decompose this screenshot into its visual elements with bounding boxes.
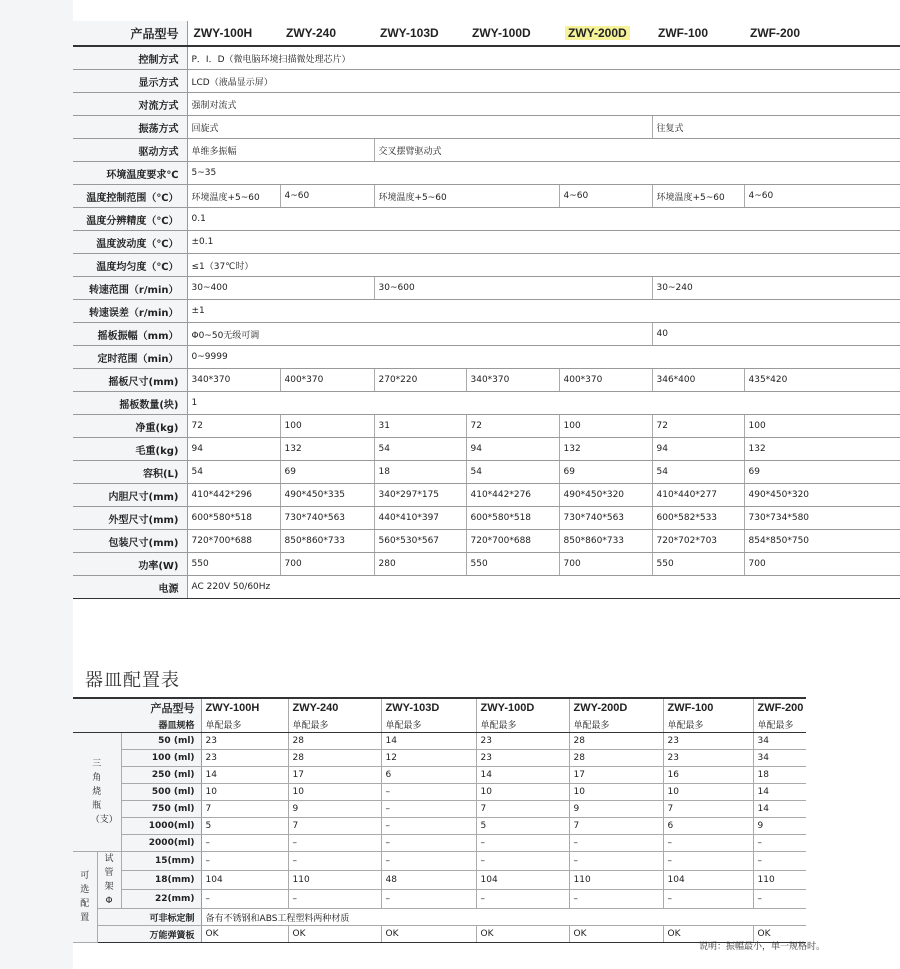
flask-count-cell: 14	[753, 784, 806, 801]
tube-count-cell: –	[663, 890, 753, 909]
flask-count-cell: –	[663, 835, 753, 852]
spring-value-cell: OK	[663, 926, 753, 943]
tube-count-cell: –	[381, 852, 476, 871]
spec-cell: ±0.1	[187, 231, 900, 254]
flask-count-cell: –	[753, 835, 806, 852]
vessel-model-name: ZWY-100D	[476, 698, 569, 716]
spec-header-row	[73, 21, 900, 46]
model-name-cell	[187, 21, 280, 46]
flask-count-cell: –	[381, 801, 476, 818]
vessel-table	[73, 697, 806, 943]
flask-count-cell: –	[288, 835, 381, 852]
spec-cell: 340*297*175	[374, 484, 466, 507]
spec-cell: 700	[744, 553, 900, 576]
spec-row-label: 摇板数量(块)	[73, 392, 187, 415]
vessel-model-name: ZWY-103D	[381, 698, 476, 716]
spec-cell: 强制对流式	[187, 93, 900, 116]
spec-row	[73, 392, 900, 415]
spec-cell: 550	[466, 553, 559, 576]
spec-cell: 720*700*688	[187, 530, 280, 553]
spec-cell: 31	[374, 415, 466, 438]
tube-count-cell: –	[476, 852, 569, 871]
spec-cell: 730*740*563	[559, 507, 652, 530]
spec-row-label: 包装尺寸(mm)	[73, 530, 187, 553]
flask-count-cell: –	[201, 835, 288, 852]
flask-count-cell: 7	[288, 818, 381, 835]
flask-count-cell: –	[569, 835, 663, 852]
spring-value-cell: OK	[569, 926, 663, 943]
flask-count-cell: –	[381, 818, 476, 835]
spec-cell: 环境温度+5~60	[652, 185, 744, 208]
flask-count-cell: 7	[201, 801, 288, 818]
flask-row	[73, 767, 806, 784]
spec-cell: 环境温度+5~60	[374, 185, 559, 208]
flask-count-cell: 7	[663, 801, 753, 818]
spec-cell: 100	[744, 415, 900, 438]
flask-count-cell: 23	[663, 750, 753, 767]
spec-cell: 490*450*320	[744, 484, 900, 507]
vessel-spec-row	[73, 716, 806, 733]
flask-count-cell: 16	[663, 767, 753, 784]
spec-cell: 18	[374, 461, 466, 484]
flask-size-label: 750 (ml)	[121, 801, 201, 818]
tube-group-text: 试管架Φ	[104, 854, 114, 906]
flask-count-cell: 5	[476, 818, 569, 835]
spec-cell: 490*450*335	[280, 484, 374, 507]
vessel-spec-value: 单配最多	[569, 716, 663, 733]
spec-cell: 100	[280, 415, 374, 438]
spec-cell: ≤1（37℃时）	[187, 254, 900, 277]
spring-value-cell: OK	[476, 926, 569, 943]
spec-row-label: 定时范围（min）	[73, 346, 187, 369]
optional-group-label	[73, 852, 97, 943]
spec-header-label: 产品型号	[73, 21, 187, 46]
vessel-header-label: 产品型号	[73, 698, 201, 716]
vessel-spec-value: 单配最多	[476, 716, 569, 733]
spec-cell: 54	[466, 461, 559, 484]
spec-cell: 69	[280, 461, 374, 484]
spec-row-label: 温度分辨精度（℃）	[73, 208, 187, 231]
spec-row-label: 温度均匀度（℃）	[73, 254, 187, 277]
spec-cell: 132	[744, 438, 900, 461]
spec-cell: LCD（液晶显示屏）	[187, 70, 900, 93]
spec-cell: 72	[652, 415, 744, 438]
spec-row-label: 外型尺寸(mm)	[73, 507, 187, 530]
spring-value-cell: OK	[288, 926, 381, 943]
flask-count-cell: –	[381, 784, 476, 801]
flask-size-label: 250 (ml)	[121, 767, 201, 784]
custom-value: 备有不锈钢和ABS工程塑料两种材质	[201, 909, 806, 926]
tube-count-cell: 48	[381, 871, 476, 890]
spec-cell: 400*370	[280, 369, 374, 392]
spec-cell: 132	[559, 438, 652, 461]
spec-row-label: 电源	[73, 576, 187, 599]
tube-count-cell: –	[288, 852, 381, 871]
flask-count-cell: 28	[288, 750, 381, 767]
flask-row	[73, 818, 806, 835]
flask-count-cell: 18	[753, 767, 806, 784]
spec-cell: 30~240	[652, 277, 900, 300]
spec-row	[73, 208, 900, 231]
tube-count-cell: –	[753, 890, 806, 909]
spec-cell: 550	[187, 553, 280, 576]
tube-count-cell: 104	[476, 871, 569, 890]
spec-row	[73, 139, 900, 162]
spec-row	[73, 576, 900, 599]
spec-cell: 346*400	[652, 369, 744, 392]
spec-cell: Φ0~50无级可调	[187, 323, 652, 346]
model-name: ZWF-100	[658, 26, 709, 40]
tube-count-cell: 104	[201, 871, 288, 890]
tube-size-label: 15(mm)	[121, 852, 201, 871]
spec-cell: 30~600	[374, 277, 652, 300]
vessel-spec-value: 单配最多	[663, 716, 753, 733]
tube-size-label: 22(mm)	[121, 890, 201, 909]
spec-row	[73, 323, 900, 346]
flask-count-cell: 23	[201, 750, 288, 767]
spec-cell: 54	[652, 461, 744, 484]
custom-row	[73, 909, 806, 926]
flask-count-cell: 34	[753, 733, 806, 750]
spec-cell: 交叉摆臂驱动式	[374, 139, 900, 162]
flask-count-cell: 7	[569, 818, 663, 835]
model-name: ZWY-200D	[565, 26, 630, 40]
flask-size-label: 50 (ml)	[121, 733, 201, 750]
flask-size-label: 100 (ml)	[121, 750, 201, 767]
spec-row-label: 摇板尺寸(mm)	[73, 369, 187, 392]
flask-count-cell: 23	[201, 733, 288, 750]
tube-count-cell: 110	[288, 871, 381, 890]
left-margin-band	[0, 0, 73, 969]
spec-cell: 1	[187, 392, 900, 415]
tube-row	[73, 871, 806, 890]
spec-cell: 94	[187, 438, 280, 461]
model-name-cell	[466, 21, 559, 46]
spec-row-label: 驱动方式	[73, 139, 187, 162]
flask-count-cell: 10	[476, 784, 569, 801]
spec-row-label: 功率(W)	[73, 553, 187, 576]
spec-row-label: 振荡方式	[73, 116, 187, 139]
flask-count-cell: 5	[201, 818, 288, 835]
flask-count-cell: 10	[569, 784, 663, 801]
tube-row	[73, 890, 806, 909]
model-name-cell	[652, 21, 744, 46]
spec-cell: 40	[652, 323, 900, 346]
spec-cell: 550	[652, 553, 744, 576]
model-name: ZWY-240	[286, 26, 337, 40]
tube-count-cell: –	[569, 890, 663, 909]
flask-row	[73, 733, 806, 750]
spec-row	[73, 254, 900, 277]
flask-row	[73, 750, 806, 767]
spec-cell: P．I．D（微电脑环境扫描微处理芯片）	[187, 46, 900, 70]
spec-cell: 94	[466, 438, 559, 461]
tube-count-cell: 110	[753, 871, 806, 890]
tube-count-cell: –	[201, 890, 288, 909]
vessel-model-name: ZWY-200D	[569, 698, 663, 716]
flask-size-label: 1000(ml)	[121, 818, 201, 835]
spec-cell: 410*442*296	[187, 484, 280, 507]
spec-row	[73, 70, 900, 93]
flask-count-cell: 14	[381, 733, 476, 750]
model-name: ZWF-200	[750, 26, 801, 40]
spec-row	[73, 300, 900, 323]
custom-label: 可非标定制	[97, 909, 201, 926]
tube-group-label	[97, 852, 121, 909]
spec-cell: 132	[280, 438, 374, 461]
spring-row	[73, 926, 806, 943]
spec-cell: 54	[374, 438, 466, 461]
vessel-model-name: ZWF-200	[753, 698, 806, 716]
flask-count-cell: 23	[476, 750, 569, 767]
vessel-header-row	[73, 698, 806, 716]
tube-count-cell: –	[476, 890, 569, 909]
spec-cell: 0.1	[187, 208, 900, 231]
flask-count-cell: 6	[663, 818, 753, 835]
spec-cell: ±1	[187, 300, 900, 323]
flask-count-cell: 10	[201, 784, 288, 801]
spec-cell: 854*850*750	[744, 530, 900, 553]
tube-count-cell: –	[569, 852, 663, 871]
spec-cell: 4~60	[744, 185, 900, 208]
flask-count-cell: 28	[569, 750, 663, 767]
flask-count-cell: 9	[288, 801, 381, 818]
spec-cell: 720*700*688	[466, 530, 559, 553]
spec-row-label: 对流方式	[73, 93, 187, 116]
spec-cell: 4~60	[559, 185, 652, 208]
spec-cell: 720*702*703	[652, 530, 744, 553]
spec-cell: 730*740*563	[280, 507, 374, 530]
spec-cell: 410*440*277	[652, 484, 744, 507]
spec-cell: 440*410*397	[374, 507, 466, 530]
flask-count-cell: 6	[381, 767, 476, 784]
spec-row	[73, 369, 900, 392]
spec-row	[73, 346, 900, 369]
spec-row	[73, 277, 900, 300]
spec-row	[73, 438, 900, 461]
spring-value-cell: OK	[753, 926, 806, 943]
tube-count-cell: –	[288, 890, 381, 909]
spec-cell: 340*370	[466, 369, 559, 392]
model-name-cell	[559, 21, 652, 46]
flask-count-cell: 17	[569, 767, 663, 784]
spec-cell: 100	[559, 415, 652, 438]
spec-cell: 400*370	[559, 369, 652, 392]
spec-cell: 850*860*733	[280, 530, 374, 553]
spec-cell: 环境温度+5~60	[187, 185, 280, 208]
tube-count-cell: –	[201, 852, 288, 871]
spec-row-label: 显示方式	[73, 70, 187, 93]
vessel-spec-label: 器皿规格	[73, 716, 201, 733]
spec-row	[73, 231, 900, 254]
spring-value-cell: OK	[201, 926, 288, 943]
spec-cell: 850*860*733	[559, 530, 652, 553]
spec-cell: 回旋式	[187, 116, 652, 139]
spec-cell: 单维多振幅	[187, 139, 374, 162]
flask-size-label: 2000(ml)	[121, 835, 201, 852]
tube-count-cell: 110	[569, 871, 663, 890]
spec-row-label: 毛重(kg)	[73, 438, 187, 461]
vessel-spec-value: 单配最多	[288, 716, 381, 733]
footnote: 说明：振幅最小，单一规格时。	[698, 942, 825, 952]
flask-count-cell: 14	[201, 767, 288, 784]
spec-cell: 560*530*567	[374, 530, 466, 553]
spec-cell: 490*450*320	[559, 484, 652, 507]
spec-cell: 5~35	[187, 162, 900, 185]
flask-count-cell: 28	[569, 733, 663, 750]
flask-count-cell: 34	[753, 750, 806, 767]
tube-count-cell: –	[753, 852, 806, 871]
spec-row-label: 温度控制范围（℃）	[73, 185, 187, 208]
flask-size-label: 500 (ml)	[121, 784, 201, 801]
spec-row-label: 温度波动度（℃）	[73, 231, 187, 254]
spec-row	[73, 46, 900, 70]
model-name: ZWY-100D	[472, 26, 531, 40]
spec-row-label: 控制方式	[73, 46, 187, 70]
flask-count-cell: 23	[476, 733, 569, 750]
spec-row-label: 环境温度要求℃	[73, 162, 187, 185]
tube-count-cell: 104	[663, 871, 753, 890]
flask-row	[73, 801, 806, 818]
spec-row	[73, 507, 900, 530]
model-name-cell	[280, 21, 374, 46]
spec-row	[73, 162, 900, 185]
flask-count-cell: 10	[663, 784, 753, 801]
flask-group-label	[73, 733, 121, 852]
spec-cell: 72	[187, 415, 280, 438]
spec-cell: 0~9999	[187, 346, 900, 369]
spec-cell: 600*580*518	[466, 507, 559, 530]
tube-count-cell: –	[663, 852, 753, 871]
spec-cell: 94	[652, 438, 744, 461]
model-name-cell	[744, 21, 900, 46]
flask-count-cell: –	[381, 835, 476, 852]
spec-row-label: 容积(L)	[73, 461, 187, 484]
flask-count-cell: 14	[753, 801, 806, 818]
spring-value-cell: OK	[381, 926, 476, 943]
vessel-spec-value: 单配最多	[753, 716, 806, 733]
spec-row-label: 转速范围（r/min）	[73, 277, 187, 300]
tube-count-cell: –	[381, 890, 476, 909]
spec-row	[73, 553, 900, 576]
tube-row	[73, 852, 806, 871]
spec-cell: 往复式	[652, 116, 900, 139]
spec-cell: 69	[559, 461, 652, 484]
spec-cell: 4~60	[280, 185, 374, 208]
spec-cell: 270*220	[374, 369, 466, 392]
spec-cell: 700	[280, 553, 374, 576]
spec-row	[73, 93, 900, 116]
spec-cell: 410*442*276	[466, 484, 559, 507]
spec-cell: 700	[559, 553, 652, 576]
spec-row	[73, 461, 900, 484]
vessel-model-name: ZWY-100H	[201, 698, 288, 716]
model-name: ZWY-100H	[193, 26, 253, 40]
spec-cell: 72	[466, 415, 559, 438]
spec-row-label: 净重(kg)	[73, 415, 187, 438]
vessel-spec-value: 单配最多	[201, 716, 288, 733]
flask-count-cell: 9	[753, 818, 806, 835]
spec-cell: 730*734*580	[744, 507, 900, 530]
spec-cell: AC 220V 50/60Hz	[187, 576, 900, 599]
flask-row	[73, 835, 806, 852]
spec-cell: 435*420	[744, 369, 900, 392]
spec-row	[73, 415, 900, 438]
spec-cell: 30~400	[187, 277, 374, 300]
vessel-table-title: 器皿配置表	[85, 670, 180, 691]
spec-cell: 69	[744, 461, 900, 484]
flask-count-cell: 23	[663, 733, 753, 750]
spec-row	[73, 185, 900, 208]
model-name: ZWY-103D	[380, 26, 439, 40]
spec-cell: 340*370	[187, 369, 280, 392]
spec-row-label: 转速误差（r/min）	[73, 300, 187, 323]
spec-row	[73, 116, 900, 139]
spec-cell: 600*582*533	[652, 507, 744, 530]
spec-table	[73, 21, 900, 599]
optional-group-text: 可选配置	[80, 871, 90, 923]
flask-count-cell: 9	[569, 801, 663, 818]
spec-row-label: 摇板振幅（mm）	[73, 323, 187, 346]
spec-row-label: 内胆尺寸(mm)	[73, 484, 187, 507]
flask-group-text: 三角烧瓶（支）	[90, 759, 118, 825]
vessel-model-name: ZWF-100	[663, 698, 753, 716]
tube-size-label: 18(mm)	[121, 871, 201, 890]
flask-count-cell: 7	[476, 801, 569, 818]
flask-count-cell: 14	[476, 767, 569, 784]
flask-count-cell: 12	[381, 750, 476, 767]
vessel-model-name: ZWY-240	[288, 698, 381, 716]
flask-count-cell: 10	[288, 784, 381, 801]
vessel-spec-value: 单配最多	[381, 716, 476, 733]
flask-count-cell: –	[476, 835, 569, 852]
spring-label: 万能弹簧板	[97, 926, 201, 943]
spec-cell: 280	[374, 553, 466, 576]
flask-count-cell: 17	[288, 767, 381, 784]
flask-row	[73, 784, 806, 801]
spec-row	[73, 484, 900, 507]
spec-cell: 600*580*518	[187, 507, 280, 530]
spec-row	[73, 530, 900, 553]
flask-count-cell: 28	[288, 733, 381, 750]
model-name-cell	[374, 21, 466, 46]
spec-cell: 54	[187, 461, 280, 484]
